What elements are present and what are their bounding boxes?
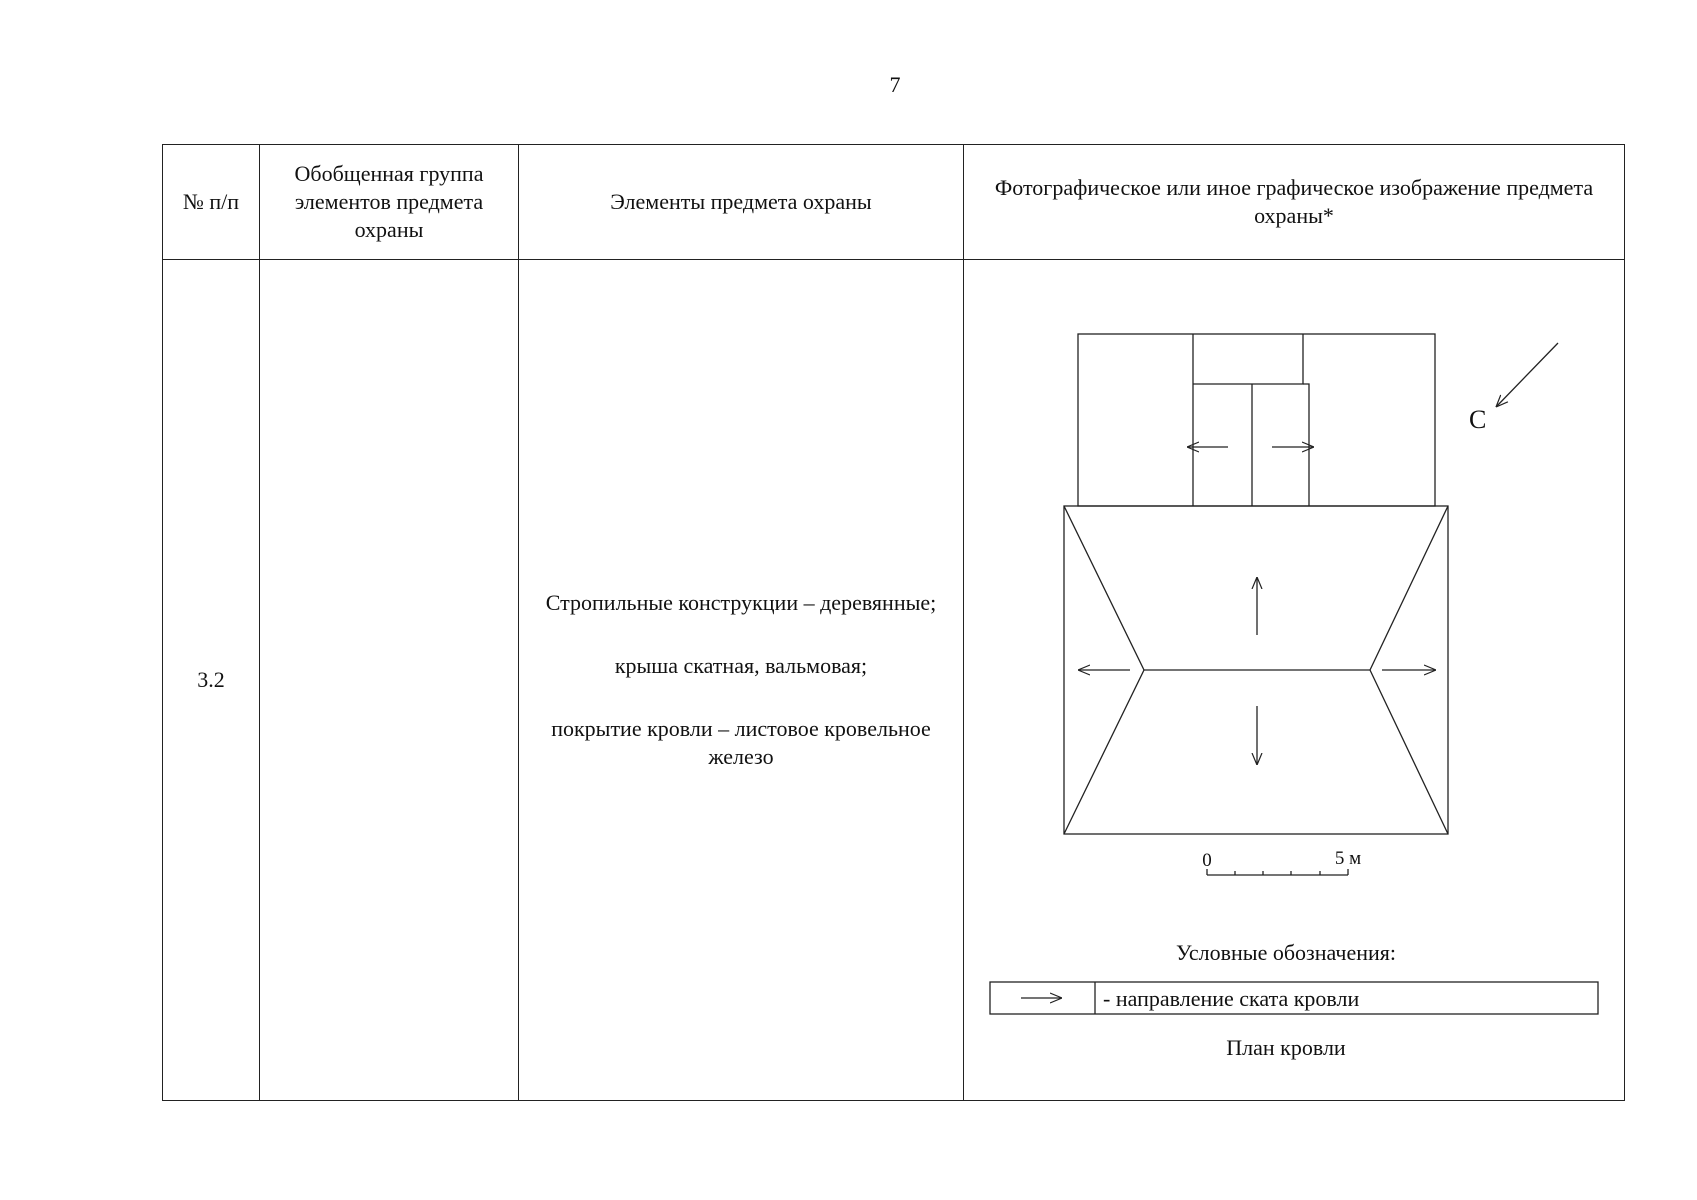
row-image — [964, 260, 1625, 1101]
hip-line-bottom-right — [1370, 670, 1448, 834]
protection-subject-table — [162, 144, 1625, 1101]
scale-end-label: 5 м — [1334, 848, 1362, 869]
header-image: Фотографическое или иное графическое изображение предмета охраны* — [964, 145, 1625, 260]
row-number: 3.2 — [163, 260, 260, 1101]
legend-item-text: - направление ската кровли — [1103, 986, 1360, 1011]
element-roof-type: крыша скатная, вальмовая; — [614, 653, 868, 678]
table-header-row — [163, 145, 1625, 260]
element-roof-covering: покрытие кровли – листовое кровельное железо — [551, 716, 931, 769]
roof-plan-caption: План кровли — [1226, 1035, 1346, 1060]
rear-building-outline — [1078, 334, 1435, 506]
element-rafters: Стропильные конструкции – деревянные; — [545, 590, 937, 615]
rear-wing-outline — [1303, 384, 1309, 506]
hip-line-top-left — [1064, 506, 1144, 670]
north-arrow-icon — [1496, 343, 1558, 407]
header-number: № п/п — [163, 145, 260, 260]
row-elements — [519, 260, 964, 1101]
rear-step-line — [1193, 334, 1303, 384]
north-label: С — [1469, 405, 1487, 434]
roof-plan-drawing — [964, 260, 1624, 1100]
scale-start-label: 0 — [1202, 850, 1212, 871]
hip-line-top-right — [1370, 506, 1448, 670]
page-number: 7 — [889, 72, 901, 97]
table-row — [163, 260, 1625, 1101]
header-elements: Элементы предмета охраны — [519, 145, 964, 260]
legend-title: Условные обозначения: — [1175, 940, 1397, 965]
row-group — [260, 260, 519, 1101]
hip-line-bottom-left — [1064, 670, 1144, 834]
header-group: Обобщенная группа элементов предмета охраны — [260, 145, 519, 260]
